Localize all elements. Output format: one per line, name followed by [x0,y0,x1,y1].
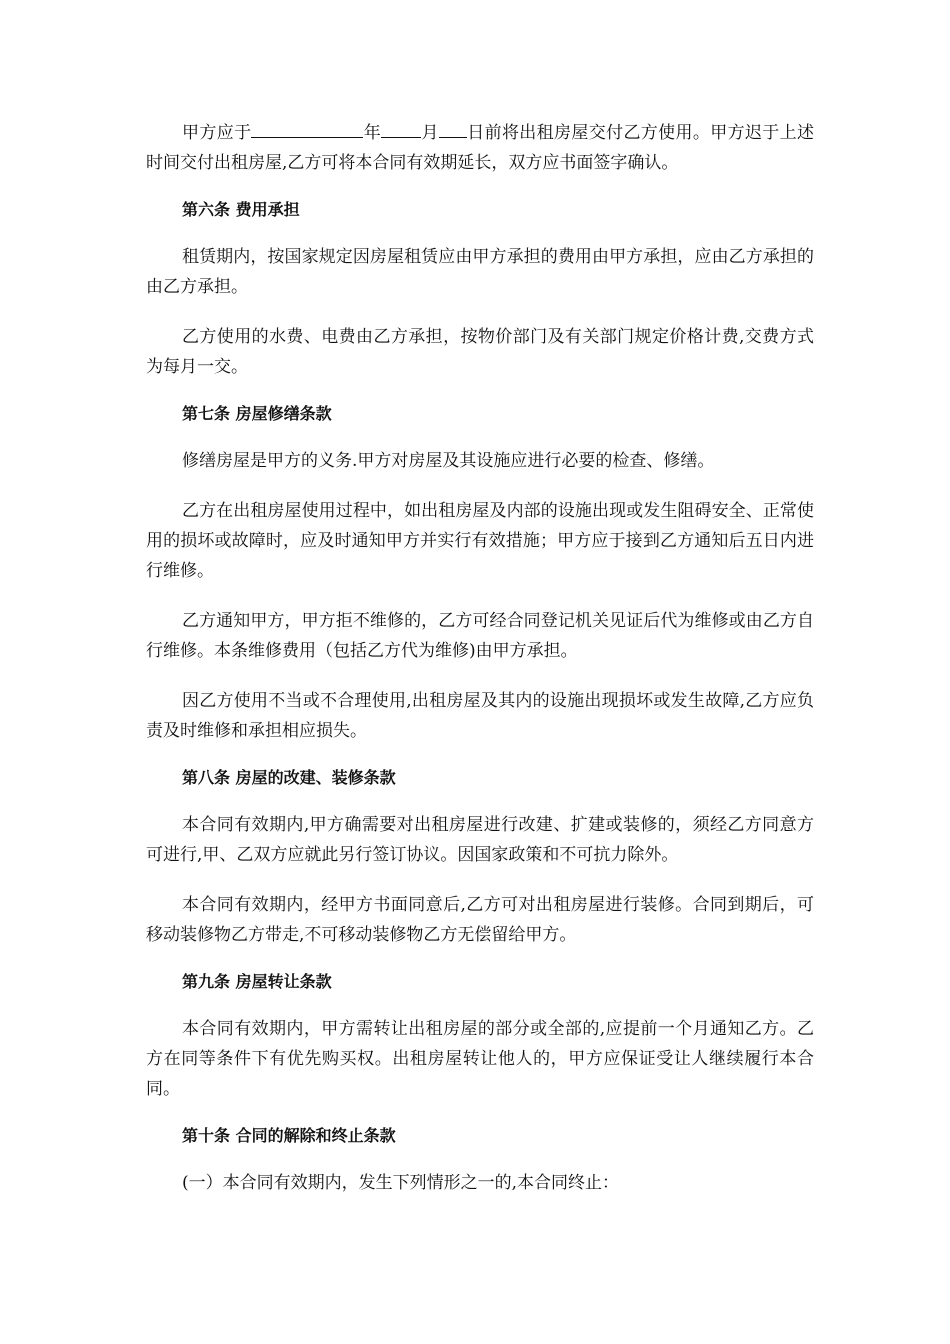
article-heading: 第六条 费用承担 [182,200,300,219]
paragraph: 修缮房屋是甲方的义务.甲方对房屋及其设施应进行必要的检查、修缮。 [182,451,715,471]
paragraph: 因乙方使用不当或不合理使用,出租房屋及其内的设施出现损坏或发生故障,乙方应负责及时维修和承担相应损失。 [146,691,814,741]
day-blank[interactable] [439,119,467,138]
article-heading: 第十条 合同的解除和终止条款 [182,1126,396,1145]
paragraph: 租赁期内，按国家规定因房屋租赁应由甲方承担的费用由甲方承担，应由乙方承担的由乙方承担。 [146,247,814,297]
paragraph: 乙方在出租房屋使用过程中，如出租房屋及内部的设施出现或发生阻碍安全、正常使用的损坏或故障时，应及时通知甲方并实行有效措施；甲方应于接到乙方通知后五日内进行维修。 [146,501,814,581]
delivery-paragraph [146,118,814,178]
document-page [146,118,814,1218]
paragraph: 本合同有效期内，甲方需转让出租房屋的部分或全部的,应提前一个月通知乙方。乙方在同等条件下有优先购买权。出租房屋转让他人的，甲方应保证受让人继续履行本合同。 [146,1019,814,1099]
text-fragment: 甲方应于 [182,123,252,143]
text-fragment: 年 [363,123,382,143]
text-fragment: 月 [421,123,439,143]
paragraph: (一）本合同有效期内，发生下列情形之一的,本合同终止： [182,1173,620,1193]
article-heading: 第九条 房屋转让条款 [182,972,332,991]
article-heading: 第八条 房屋的改建、装修条款 [182,768,396,787]
article-heading: 第七条 房屋修缮条款 [182,404,332,423]
paragraph: 本合同有效期内,甲方确需要对出租房屋进行改建、扩建或装修的，须经乙方同意方可进行,甲、乙双方应就此另行签订协议。因国家政策和不可抗力除外。 [146,815,814,865]
year-blank[interactable] [251,119,363,138]
paragraph: 乙方通知甲方，甲方拒不维修的，乙方可经合同登记机关见证后代为维修或由乙方自行维修。本条维修费用（包括乙方代为维修)由甲方承担。 [146,611,814,661]
text-fragment: 日前将出租房屋交付乙方使用。甲方迟于上述时间交付出租房屋,乙方可将本合同有效期延长，双方应书面签字确认。 [146,123,815,173]
paragraph: 本合同有效期内，经甲方书面同意后,乙方可对出租房屋进行装修。合同到期后，可移动装修物乙方带走,不可移动装修物乙方无偿留给甲方。 [146,895,814,945]
month-blank[interactable] [381,119,421,138]
paragraph: 乙方使用的水费、电费由乙方承担，按物价部门及有关部门规定价格计费,交费方式为每月一交。 [146,327,814,377]
